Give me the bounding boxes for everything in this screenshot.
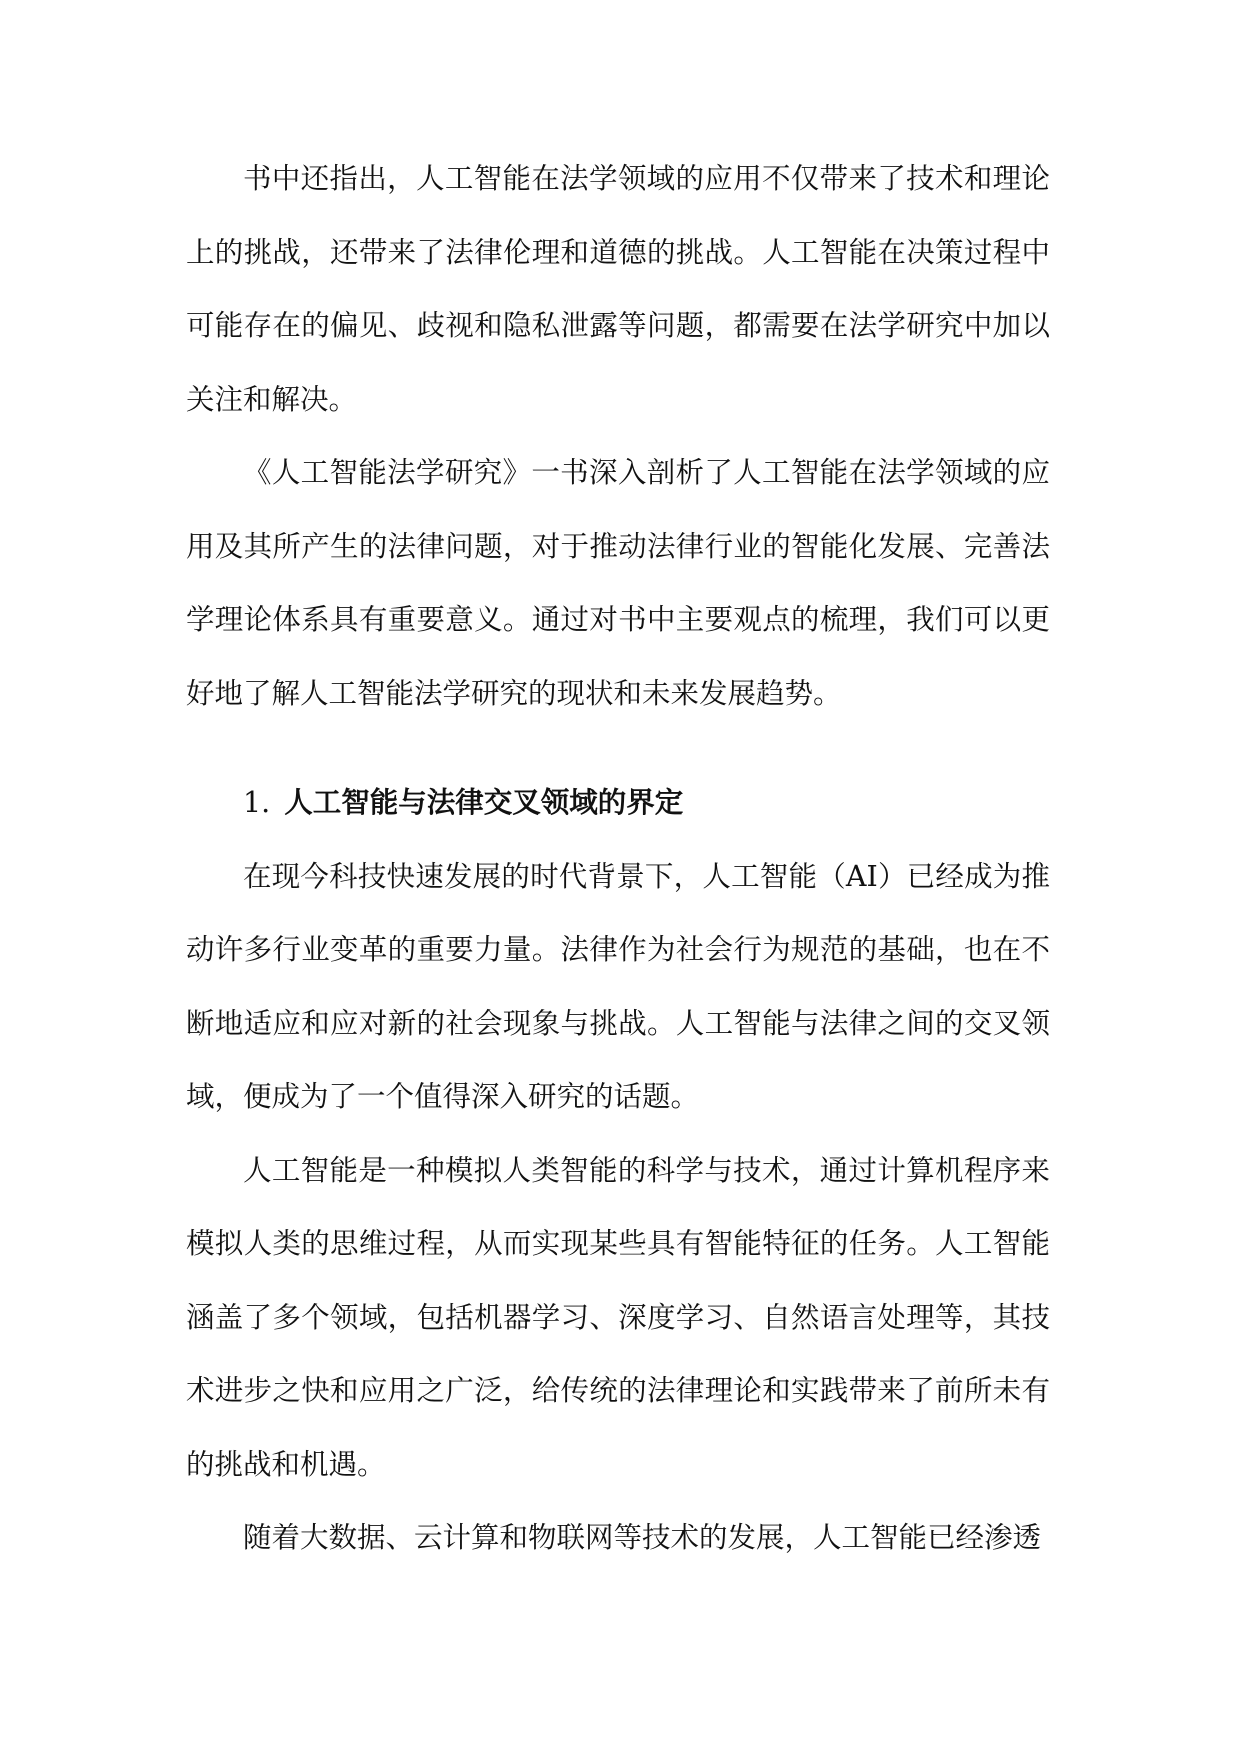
section-heading bbox=[186, 766, 1050, 840]
paragraph: 在现今科技快速发展的时代背景下，人工智能（AI）已经成为推动许多行业变革的重要力量。法律作为社会行为规范的基础，也在不断地适应和应对新的社会现象与挑战。人工智能与法律之间的交叉领域，便成为了一个值得深入研究的话题。 bbox=[186, 859, 1050, 1113]
document-body bbox=[186, 142, 1050, 1575]
section-number: 1. bbox=[243, 786, 271, 819]
section-title: 人工智能与法律交叉领域的界定 bbox=[284, 786, 684, 819]
paragraph: 《人工智能法学研究》一书深入剖析了人工智能在法学领域的应用及其所产生的法律问题，对于推动法律行业的智能化发展、完善法学理论体系具有重要意义。通过对书中主要观点的梳理，我们可以更好地了解人工智能法学研究的现状和未来发展趋势。 bbox=[186, 456, 1050, 710]
paragraph: 随着大数据、云计算和物联网等技术的发展，人工智能已经渗透 bbox=[243, 1521, 1042, 1554]
paragraph: 书中还指出，人工智能在法学领域的应用不仅带来了技术和理论上的挑战，还带来了法律伦理和道德的挑战。人工智能在决策过程中可能存在的偏见、歧视和隐私泄露等问题，都需要在法学研究中加以关注和解决。 bbox=[186, 162, 1050, 416]
paragraph: 人工智能是一种模拟人类智能的科学与技术，通过计算机程序来模拟人类的思维过程，从而实现某些具有智能特征的任务。人工智能涵盖了多个领域，包括机器学习、深度学习、自然语言处理等，其技术进步之快和应用之广泛，给传统的法律理论和实践带来了前所未有的挑战和机遇。 bbox=[186, 1153, 1050, 1481]
